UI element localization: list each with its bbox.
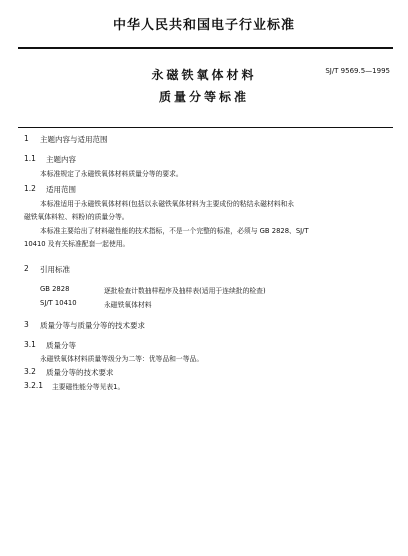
header-rule (18, 47, 393, 49)
reference-code: GB 2828 (40, 285, 70, 293)
section-1-2-para2-line1: 本标准主要给出了材料磁性能的技术指标，不是一个完整的标准，必须与 GB 2828、SJ/T (40, 227, 309, 235)
section-3-1-title: 质量分等 (46, 341, 76, 350)
section-1-1-text: 本标准规定了永磁铁氧体材料质量分等的要求。 (40, 170, 183, 178)
section-3-number: 3 (24, 320, 29, 329)
section-1-2-number: 1.2 (24, 184, 36, 193)
section-1-2-para1-line1: 本标准适用于永磁铁氧体材料(包括以永磁铁氧体材料为主要成份的粘结永磁材料和永 (40, 200, 295, 208)
section-2-title: 引用标准 (40, 265, 70, 274)
section-3-2-title: 质量分等的技术要求 (46, 368, 114, 377)
reference-desc: 逐批检查计数抽样程序及抽样表(适用于连续批的检查) (104, 287, 266, 295)
section-1-1-number: 1.1 (24, 154, 36, 163)
doc-title-line2: 质量分等标准 (158, 90, 249, 104)
section-1-2-para2-line2: 10410 及有关标准配套一起使用。 (24, 240, 130, 248)
org-title: 中华人民共和国电子行业标准 (112, 18, 295, 33)
reference-desc: 永磁铁氧体材料 (104, 301, 152, 309)
reference-code: SJ/T 10410 (40, 299, 77, 307)
section-3-2-1-number: 3.2.1 (24, 381, 44, 390)
section-2-number: 2 (24, 264, 29, 273)
section-1-2-para1-line2: 磁铁氧体料粒、料粉)的质量分等。 (24, 213, 129, 221)
section-3-1-text: 永磁铁氧体材料质量等级分为二等：优等品和一等品。 (40, 355, 204, 363)
section-3-2-number: 3.2 (24, 367, 36, 376)
title-rule (18, 127, 393, 128)
section-3-1-number: 3.1 (24, 340, 36, 349)
doc-title-line1: 永磁铁氧体材料 (151, 68, 257, 82)
section-1-1-title: 主题内容 (46, 155, 76, 164)
standard-number: SJ/T 9569.5—1995 (325, 67, 390, 75)
section-1-number: 1 (24, 134, 29, 143)
section-1-2-title: 适用范围 (46, 185, 76, 194)
section-3-2-1-text: 主要磁性能分等见表1。 (52, 383, 125, 391)
section-3-title: 质量分等与质量分等的技术要求 (40, 321, 145, 330)
section-1-title: 主题内容与适用范围 (40, 135, 108, 144)
